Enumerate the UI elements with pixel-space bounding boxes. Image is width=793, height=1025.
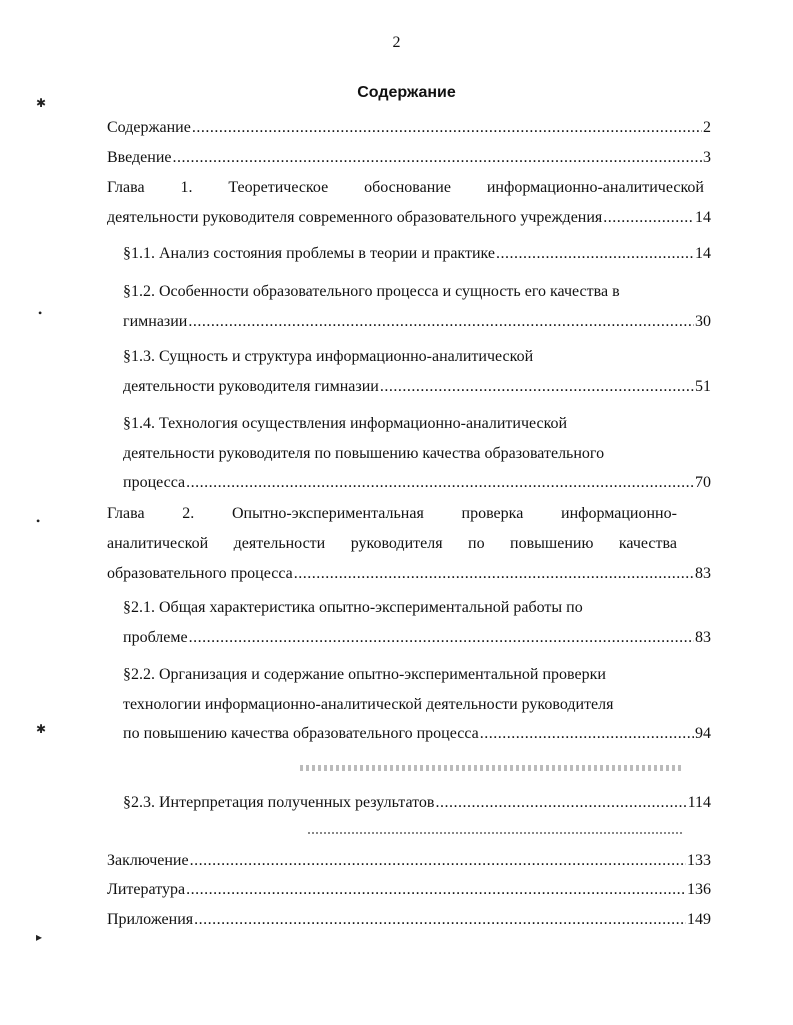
entry-text: Приложения: [107, 911, 194, 928]
word: руководителя: [350, 535, 443, 552]
word: Глава: [107, 505, 145, 522]
entry-page: 2: [703, 119, 711, 136]
toc-entry-s22-line1[interactable]: §2.2. Организация и содержание опытно-экспериментальной проверки: [123, 666, 606, 683]
leader-dots: [194, 910, 686, 930]
entry-text: деятельности руководителя современного образовательного учреждения: [107, 209, 603, 226]
word: качества: [618, 535, 677, 552]
toc-entry-ch2[interactable]: [107, 564, 711, 584]
leader-dots: [173, 148, 703, 168]
entry-page: 114: [687, 794, 711, 811]
entry-page: 70: [695, 474, 711, 491]
word: аналитической: [107, 535, 209, 552]
entry-page: 83: [695, 629, 711, 646]
word: Теоретическое: [228, 179, 329, 196]
toc-entry-s23[interactable]: [123, 793, 711, 813]
entry-text: образовательного процесса: [107, 565, 293, 582]
toc-entry-ch1-line1[interactable]: [107, 178, 704, 198]
toc-entry-s12[interactable]: [123, 312, 711, 332]
entry-page: 136: [687, 881, 711, 898]
toc-entry-s14[interactable]: [123, 473, 711, 493]
toc-entry-s22-line2[interactable]: технологии информационно-аналитической деятельности руководителя: [123, 696, 614, 713]
margin-mark: •: [38, 306, 43, 320]
toc-entry-s22[interactable]: [123, 724, 711, 744]
toc-entry-ch1[interactable]: [107, 208, 711, 228]
toc-entry-s12-line1[interactable]: §1.2. Особенности образовательного процесса и сущность его качества в: [123, 283, 620, 300]
word: проверка: [461, 505, 524, 522]
entry-text: §1.1. Анализ состояния проблемы в теории и практике: [123, 245, 496, 262]
margin-mark: ▸: [36, 930, 43, 944]
word: 2.: [182, 505, 195, 522]
toc-entry-conclusion[interactable]: [107, 851, 711, 871]
word: 1.: [180, 179, 193, 196]
toc-entry-intro[interactable]: [107, 148, 711, 168]
leader-dots: [189, 628, 694, 648]
leader-dots: [186, 880, 686, 900]
margin-mark: ✱: [36, 96, 47, 110]
word: обоснование: [364, 179, 451, 196]
entry-page: 14: [695, 209, 711, 226]
toc-entry-appendix[interactable]: [107, 910, 711, 930]
toc-entry-s11[interactable]: [123, 244, 711, 264]
toc-entry-s14-line1[interactable]: §1.4. Технология осуществления информационно-аналитической: [123, 415, 568, 432]
word: по: [468, 535, 485, 552]
toc-title: Содержание: [357, 84, 456, 101]
entry-text: Содержание: [107, 119, 191, 136]
toc-entry-ch2-line1[interactable]: [107, 504, 677, 524]
entry-text: Заключение: [107, 852, 189, 869]
toc-entry-s14-line2[interactable]: деятельности руководителя по повышению качества образовательного: [123, 445, 605, 462]
entry-text: деятельности руководителя гимназии: [123, 378, 379, 395]
leader-dots: [294, 564, 694, 584]
word: деятельности: [233, 535, 326, 552]
page-number: 2: [392, 34, 401, 51]
entry-page: 133: [687, 852, 711, 869]
scan-artifact: [300, 765, 684, 771]
entry-page: 51: [695, 378, 711, 395]
entry-page: 83: [695, 565, 711, 582]
leader-dots: [480, 724, 694, 744]
toc-entry-s13-line1[interactable]: §1.3. Сущность и структура информационно-аналитической: [123, 348, 534, 365]
toc-entry-s13[interactable]: [123, 377, 711, 397]
leader-dots: [188, 312, 694, 332]
toc-entry-s21-line1[interactable]: §2.1. Общая характеристика опытно-экспериментальной работы по: [123, 599, 583, 616]
leader-dots: [435, 793, 686, 813]
entry-page: 3: [703, 149, 711, 166]
leader-dots: [192, 118, 702, 138]
entry-text: по повышению качества образовательного процесса: [123, 725, 479, 742]
toc-entry-literature[interactable]: [107, 880, 711, 900]
word: информационно-аналитической: [486, 179, 704, 196]
entry-text: Литература: [107, 881, 186, 898]
leader-dots: [496, 244, 694, 264]
word: Глава: [107, 179, 145, 196]
toc-entry-contents[interactable]: [107, 118, 711, 138]
entry-page: 14: [695, 245, 711, 262]
word: информационно-: [561, 505, 677, 522]
entry-page: 149: [687, 911, 711, 928]
leader-dots: [603, 208, 694, 228]
word: Опытно-экспериментальная: [231, 505, 424, 522]
leader-dots: [186, 473, 694, 493]
entry-text: Введение: [107, 149, 172, 166]
margin-mark: ✱: [36, 722, 47, 736]
leader-dots: [380, 377, 694, 397]
word: повышению: [510, 535, 594, 552]
entry-text: процесса: [123, 474, 186, 491]
leader-dots: [190, 851, 686, 871]
toc-entry-ch2-line2[interactable]: [107, 534, 677, 554]
scan-artifact: [308, 832, 684, 834]
entry-page: 30: [695, 313, 711, 330]
entry-text: гимназии: [123, 313, 188, 330]
entry-text: §2.3. Интерпретация полученных результатов: [123, 794, 435, 811]
entry-page: 94: [695, 725, 711, 742]
margin-mark: •: [36, 514, 41, 528]
entry-text: проблеме: [123, 629, 188, 646]
toc-entry-s21[interactable]: [123, 628, 711, 648]
